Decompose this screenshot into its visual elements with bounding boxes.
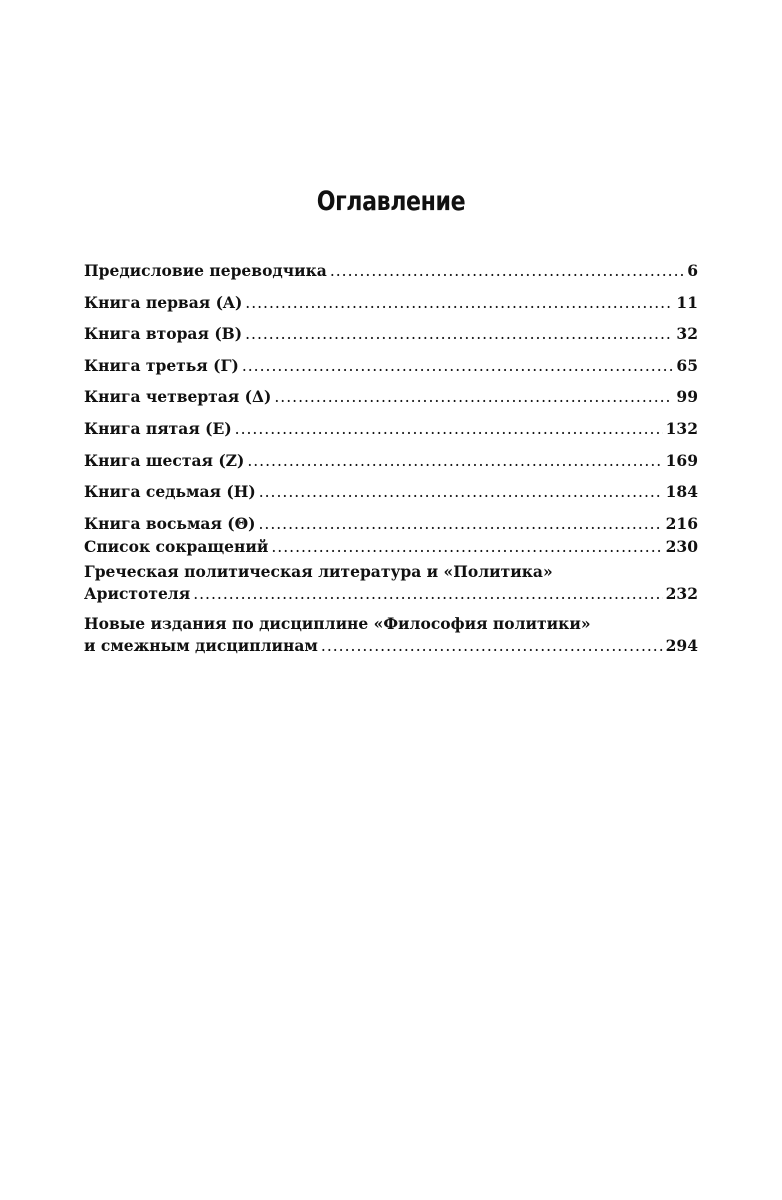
toc-entry-label: Книга шестая (Ζ)	[84, 450, 245, 470]
toc-entry-label-line1: Греческая политическая литература и «Политика»	[84, 561, 553, 581]
toc-entry-label-line2: Аристотеля	[84, 583, 191, 603]
dot-leader	[274, 386, 673, 408]
dot-leader	[271, 536, 662, 558]
toc-entry-label: Книга первая (Α)	[84, 292, 243, 312]
toc-entry-page: 11	[676, 292, 698, 312]
dot-leader	[321, 635, 663, 657]
dot-leader	[245, 323, 673, 345]
table-of-contents	[84, 260, 698, 665]
toc-entry-label: Предисловие переводчика	[84, 261, 327, 280]
toc-entry-page: 216	[665, 513, 698, 533]
toc-entry-label-line2: и смежным дисциплинам	[84, 635, 318, 655]
toc-entry-page: 294	[665, 635, 698, 655]
toc-entry-label: Список сокращений	[84, 536, 269, 556]
toc-entry-page: 230	[665, 536, 698, 556]
dot-leader	[330, 260, 684, 282]
toc-entry-line2	[84, 635, 698, 661]
dot-leader	[245, 292, 673, 314]
toc-entry[interactable]	[84, 450, 698, 482]
toc-entry-label: Книга третья (Γ)	[84, 355, 239, 375]
dot-leader	[193, 583, 662, 605]
dot-leader	[258, 513, 662, 535]
toc-entry-page: 184	[665, 482, 698, 502]
toc-entry-line2	[84, 583, 698, 609]
toc-entry[interactable]	[84, 481, 698, 513]
dot-leader	[259, 481, 663, 503]
toc-entry-label: Книга четвертая (Δ)	[84, 387, 272, 407]
toc-entry-page: 99	[676, 387, 698, 407]
toc-entry-label: Книга восьмая (Θ)	[84, 513, 256, 533]
toc-entry-page: 132	[665, 418, 698, 438]
toc-entry-page: 32	[676, 324, 698, 344]
dot-leader	[235, 418, 663, 440]
toc-entry[interactable]	[84, 355, 698, 387]
toc-entry[interactable]	[84, 386, 698, 418]
toc-entry-label: Книга пятая (Ε)	[84, 418, 232, 438]
toc-entry[interactable]	[84, 536, 698, 561]
toc-entry[interactable]	[84, 260, 698, 292]
toc-entry-page: 65	[676, 355, 698, 375]
toc-entry-label-line1: Новые издания по дисциплине «Философия политики»	[84, 613, 591, 633]
toc-entry-label: Книга седьмая (Η)	[84, 482, 256, 502]
toc-entry[interactable]	[84, 418, 698, 450]
toc-entry-multiline[interactable]	[84, 561, 698, 609]
toc-entry-page: 6	[687, 261, 698, 280]
page-title: Оглавление	[316, 186, 466, 217]
toc-entry-label: Книга вторая (Β)	[84, 324, 243, 344]
toc-entry-page: 169	[665, 450, 698, 470]
toc-entry-multiline[interactable]	[84, 613, 698, 661]
toc-entry[interactable]	[84, 323, 698, 355]
toc-entry[interactable]	[84, 292, 698, 324]
toc-entry-page: 232	[665, 583, 698, 603]
dot-leader	[242, 355, 674, 377]
dot-leader	[247, 450, 662, 472]
toc-entry[interactable]	[84, 513, 698, 536]
